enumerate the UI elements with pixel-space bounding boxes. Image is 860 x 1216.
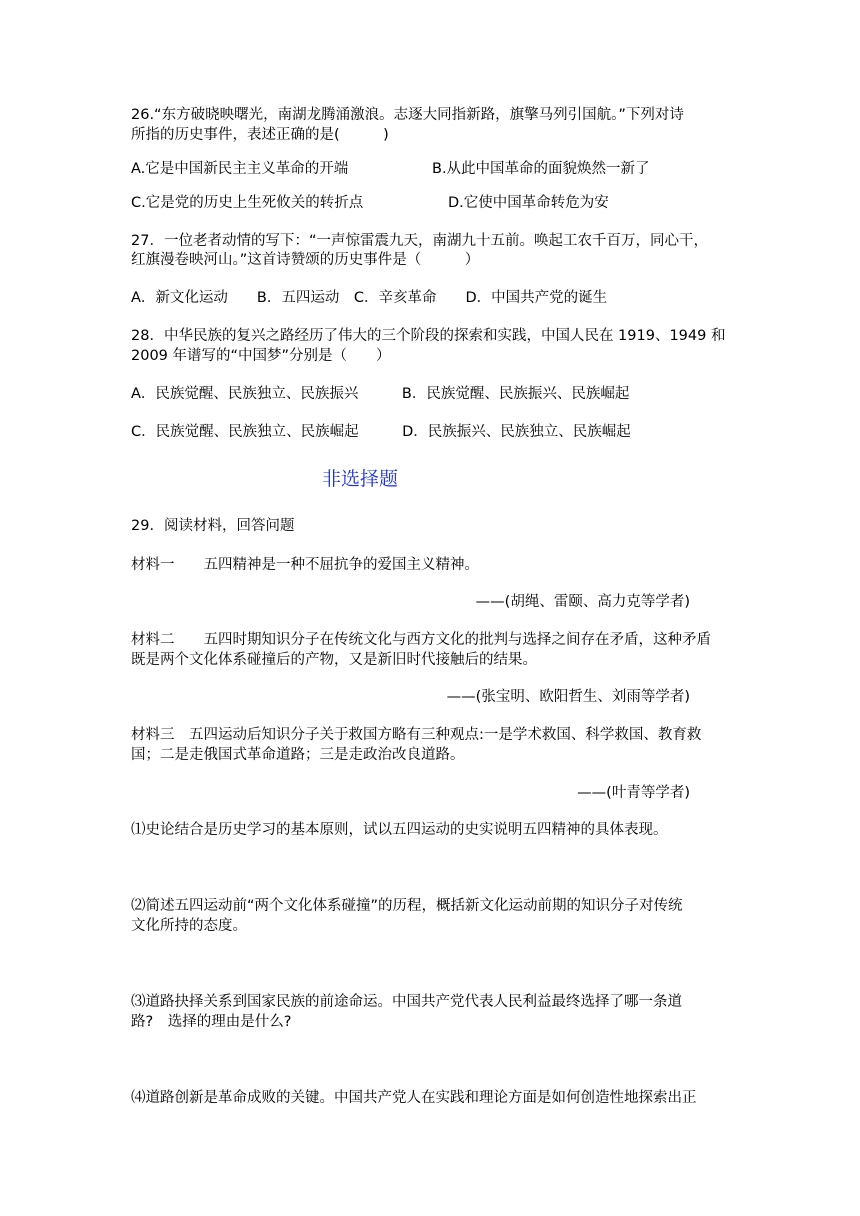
q29-subquestion-3-line2: 路? 选择的理由是什么?: [131, 1014, 292, 1030]
q26-option-c: C.它是党的历史上生死攸关的转折点: [131, 195, 364, 211]
q29-material-2-line1: 材料二 五四时期知识分子在传统文化与西方文化的批判与选择之间存在矛盾，这种矛盾: [131, 632, 711, 648]
q29-material-1-source: ——(胡绳、雷颐、高力克等学者): [475, 594, 690, 610]
q27-stem-line2: 红旗漫卷映河山。”这首诗赞颂的历史事件是（ ）: [131, 252, 480, 268]
section-title: 非选择题: [322, 468, 399, 490]
q28-options-cd: C．民族觉醒、民族独立、民族崛起 D．民族振兴、民族独立、民族崛起: [131, 424, 631, 440]
q29-material-2-line2: 既是两个文化体系碰撞后的产物，又是新旧时代接触后的结果。: [131, 652, 537, 668]
q27-options: A．新文化运动 B．五四运动 C．辛亥革命 D．中国共产党的诞生: [131, 290, 608, 306]
q29-material-2-source: ——(张宝明、欧阳哲生、刘雨等学者): [446, 689, 690, 705]
q28-options-ab: A．民族觉醒、民族独立、民族振兴 B．民族觉醒、民族振兴、民族崛起: [131, 386, 630, 402]
q26-option-d: D.它使中国革命转危为安: [448, 195, 609, 211]
q29-material-3-line1: 材料三 五四运动后知识分子关于救国方略有三种观点:一是学术救国、科学救国、教育救: [131, 727, 702, 743]
q29-material-3-source: ——(叶青等学者): [577, 785, 690, 801]
q26-option-b: B.从此中国革命的面貌焕然一新了: [432, 161, 650, 177]
q26-stem-line1: 26.“东方破晓映曙光，南湖龙腾涌激浪。志逐大同指新路，旗擎马列引国航。”下列对诗: [131, 107, 684, 123]
q29-material-1: 材料一 五四精神是一种不屈抗争的爱国主义精神。: [131, 557, 479, 573]
q29-subquestion-2-line1: ⑵简述五四运动前“两个文化体系碰撞”的历程，概括新文化运动前期的知识分子对传统: [131, 898, 683, 914]
q29-material-3-line2: 国；二是走俄国式革命道路；三是走政治改良道路。: [131, 747, 465, 763]
q28-stem-line1: 28．中华民族的复兴之路经历了伟大的三个阶段的探索和实践，中国人民在 1919、1949 和: [131, 328, 726, 344]
q29-subquestion-3-line1: ⑶道路抉择关系到国家民族的前途命运。中国共产党代表人民利益最终选择了哪一条道: [131, 994, 682, 1010]
q29-subquestion-2-line2: 文化所持的态度。: [131, 918, 247, 934]
q29-subquestion-1: ⑴史论结合是历史学习的基本原则，试以五四运动的史实说明五四精神的具体表现。: [131, 822, 668, 838]
q26-stem-line2: 所指的历史事件，表述正确的是( ): [131, 127, 389, 143]
q29-subquestion-4-line1: ⑷道路创新是革命成败的关键。中国共产党人在实践和理论方面是如何创造性地探索出正: [131, 1090, 697, 1106]
q29-intro: 29．阅读材料，回答问题: [131, 518, 295, 534]
q27-stem-line1: 27．一位老者动情的写下：“一声惊雷震九天，南湖九十五前。唤起工农千百万，同心干，: [131, 233, 708, 249]
q28-stem-line2: 2009 年谱写的“中国梦”分别是（ ）: [131, 348, 391, 364]
q26-option-a: A.它是中国新民主主义革命的开端: [131, 161, 349, 177]
